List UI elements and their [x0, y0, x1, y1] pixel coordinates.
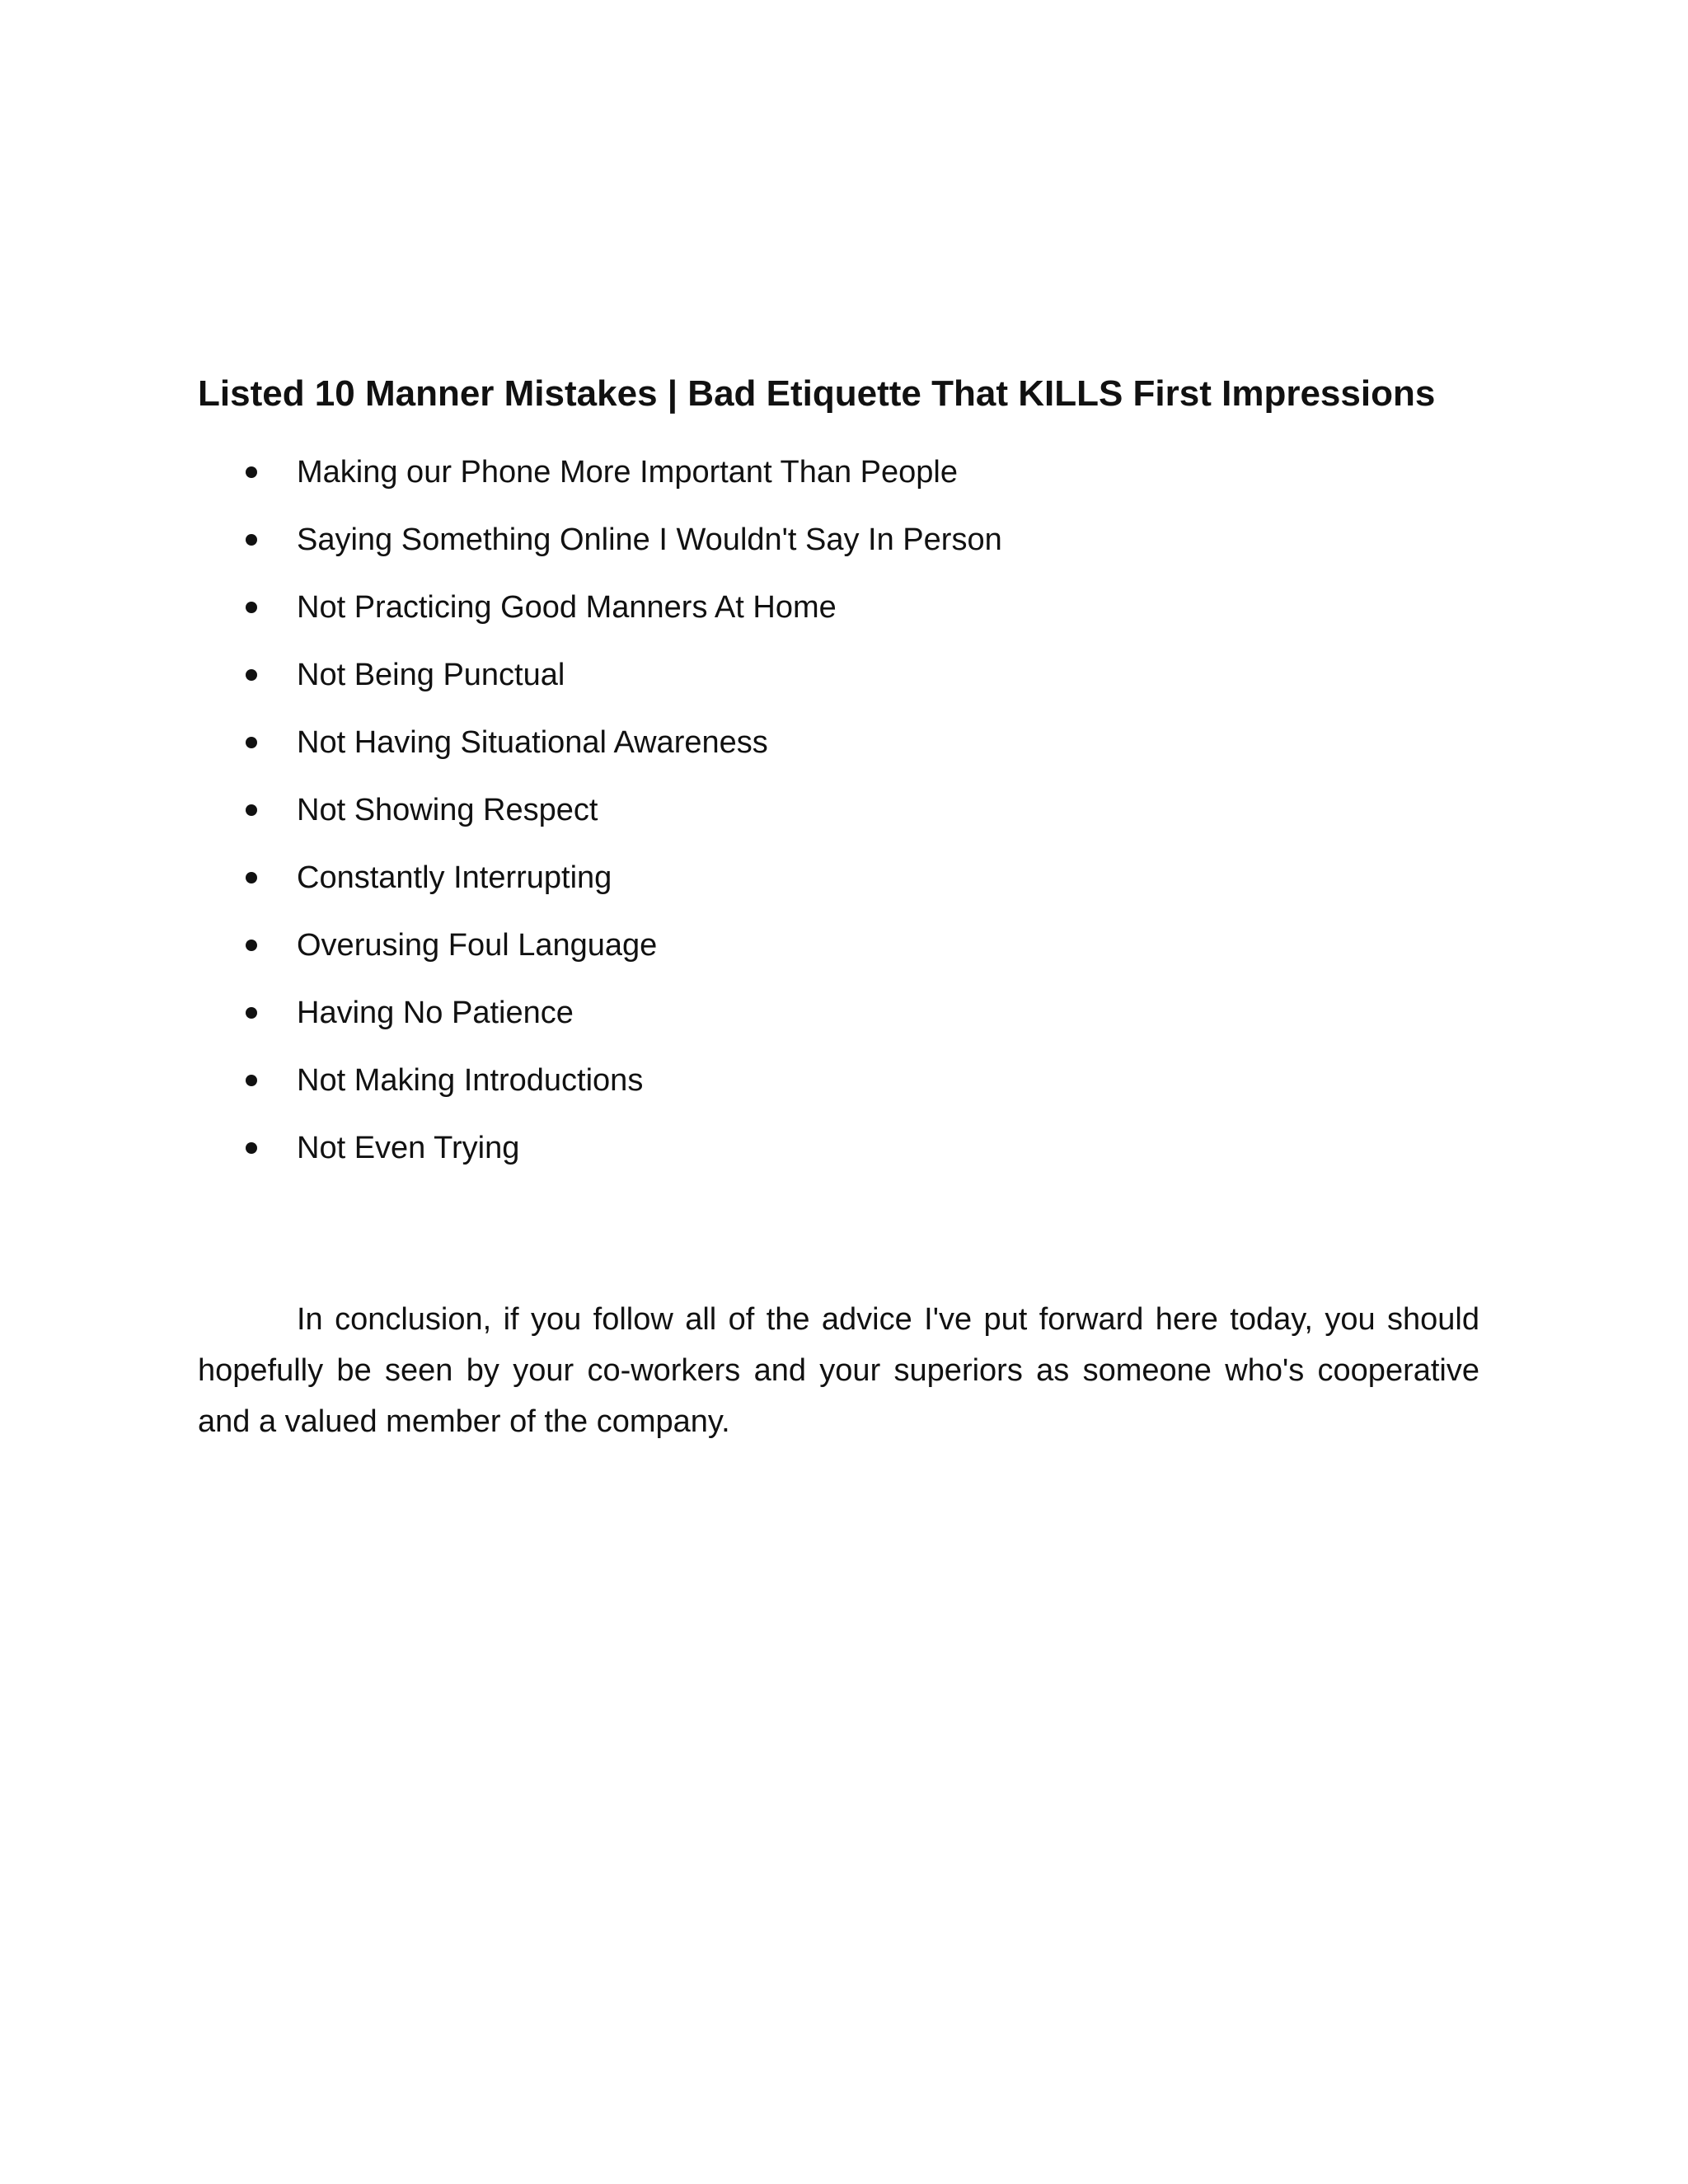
bullet-icon [246, 1075, 257, 1086]
bullet-icon [246, 1142, 257, 1154]
list-item-text: Making our Phone More Important Than People [297, 455, 958, 490]
list-item-text: Not Practicing Good Manners At Home [297, 590, 837, 625]
list-item-text: Not Having Situational Awareness [297, 725, 768, 760]
bullet-icon [246, 872, 257, 883]
list-item-text: Not Being Punctual [297, 658, 565, 692]
document-title: Listed 10 Manner Mistakes | Bad Etiquette That KILLS First Impressions [198, 373, 1436, 414]
list-item-text: Not Making Introductions [297, 1063, 644, 1098]
bullet-icon [246, 940, 257, 951]
list-item-text: Not Even Trying [297, 1131, 520, 1165]
bullet-icon [246, 602, 257, 613]
bullet-icon [246, 466, 257, 478]
list-item-text: Saying Something Online I Wouldn't Say In Person [297, 523, 1002, 557]
bullet-icon [246, 669, 257, 681]
conclusion-paragraph: In conclusion, if you follow all of the advice I've put forward here today, you should hopefully be seen by your co-workers and your superiors as someone who's cooperative and a valued member of the company. [198, 1302, 1479, 1439]
bullet-icon [246, 737, 257, 748]
list-item-text: Not Showing Respect [297, 793, 598, 827]
bullet-icon [246, 804, 257, 816]
bullet-icon [246, 534, 257, 546]
list-item-text: Constantly Interrupting [297, 860, 612, 895]
list-item-text: Overusing Foul Language [297, 928, 658, 963]
bullet-icon [246, 1007, 257, 1019]
list-item-text: Having No Patience [297, 996, 574, 1030]
